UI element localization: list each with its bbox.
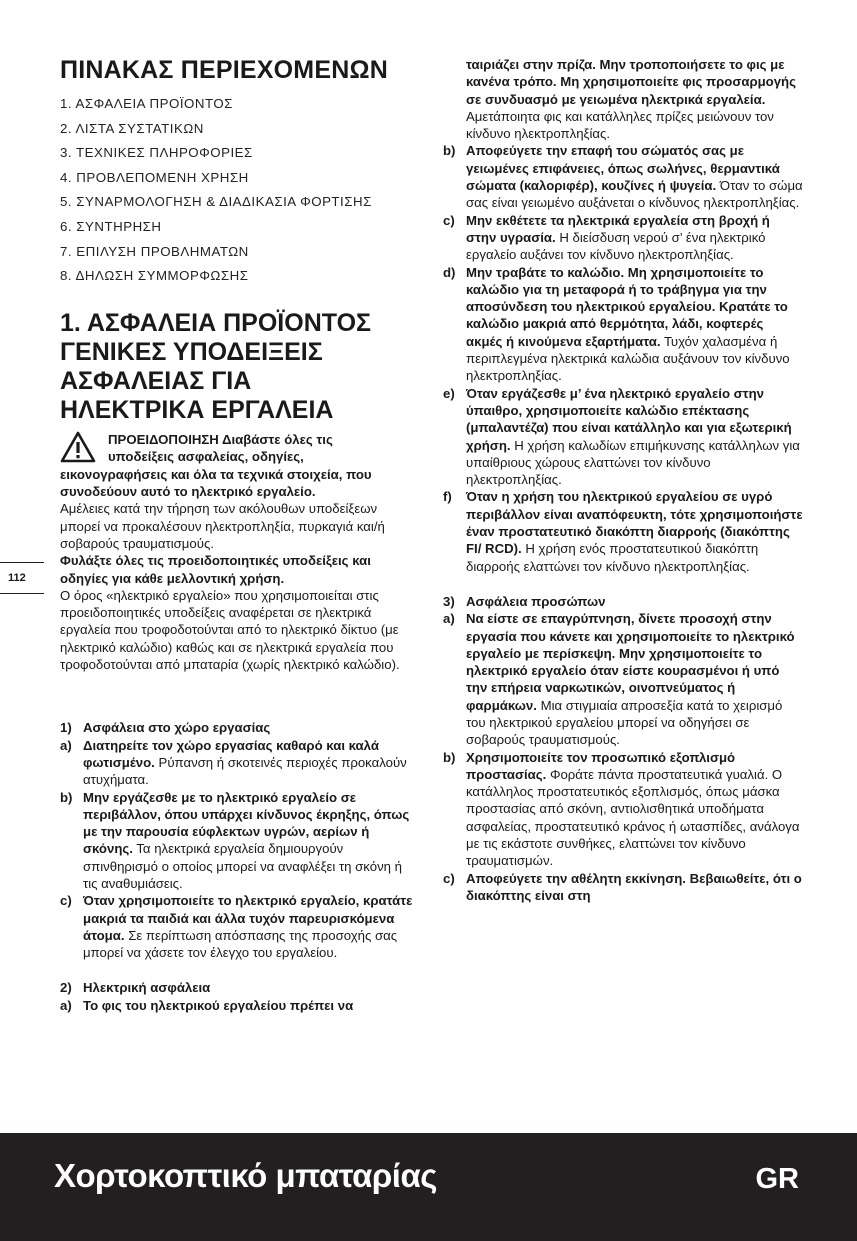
- item-bold: Αποφεύγετε την αθέλητη εκκίνηση. Βεβαιωθείτε, ότι ο διακόπτης είναι στη: [466, 870, 802, 903]
- item-mark: b): [60, 789, 73, 805]
- item-bold: Μην τραβάτε το καλώδιο. Μη χρησιμοποιείτε το καλώδιο για τη μεταφορά ή το τράβηγμα για την αποσύνδεση του ηλεκτρικού εργαλείου. Κρατάτε το καλώδιο μακριά από θερμότητα, λάδι, κοφτερές ακμές ή κινούμενα εξαρτήματα.: [466, 264, 788, 349]
- item-bold: Χρησιμοποιείτε τον προσωπικό εξοπλισμό προστασίας.: [466, 749, 736, 782]
- s2-heading: [60, 979, 415, 996]
- left-column: [60, 56, 415, 1014]
- item-mark: f): [443, 489, 452, 505]
- s2-num: 2): [60, 980, 72, 996]
- item-text: Όταν το σώμα σας είναι γειωμένο αυξάνεται ο κίνδυνος ηλεκτροπληξίας.: [466, 178, 803, 211]
- s1-heading-text: Ασφάλεια στο χώρο εργασίας: [83, 720, 271, 736]
- item-text: Ρύπανση ή σκοτεινές περιοχές προκαλούν ατυχήματα.: [83, 754, 407, 788]
- s3-heading-text: Ασφάλεια προσώπων: [466, 593, 606, 609]
- section-title-line: ΑΣΦΑΛΕΙΑΣ ΓΙΑ: [60, 367, 252, 396]
- item-mark: c): [443, 212, 455, 228]
- item-bold: Όταν εργάζεσθε μ’ ένα ηλεκτρικό εργαλείο στην ύπαιθρο, χρησιμοποιείτε καλώδιο επέκτασης (μπαλαντέζα) που είναι κατάλληλο και για εξωτερική χρήση.: [466, 385, 792, 453]
- item-mark: a): [443, 611, 455, 627]
- item-bold: Όταν χρησιμοποιείτε το ηλεκτρικό εργαλείο, κρατάτε μακριά τα παιδιά και άλλα τυχόν παρευρισκόμενα άτομα.: [83, 893, 413, 943]
- product-title: Χορτοκοπτικό μπαταρίας: [54, 1157, 437, 1194]
- list-item: [443, 385, 803, 489]
- toc-item[interactable]: 2. ΛΙΣΤΑ ΣΥΣΤΑΤΙΚΩΝ: [60, 120, 204, 136]
- item-text: Σε περίπτωση απόσπασης της προσοχής σας μπορεί να χάσετε τον έλεγχο του εργαλείου.: [83, 927, 398, 961]
- section-title-line: ΗΛΕΚΤΡΙΚΑ ΕΡΓΑΛΕΙΑ: [60, 396, 334, 425]
- language-code: GR: [755, 1163, 799, 1195]
- toc-list: [60, 95, 415, 285]
- toc-item[interactable]: 1. ΑΣΦΑΛΕΙΑ ΠΡΟΪΟΝΤΟΣ: [60, 96, 233, 111]
- list-item: [443, 264, 803, 385]
- item-mark: d): [443, 264, 456, 280]
- section-title-line: ΓΕΝΙΚΕΣ ΥΠΟΔΕΙΞΕΙΣ: [60, 338, 323, 367]
- list-item: [443, 142, 803, 211]
- warning-heading-cont: υποδείξεις ασφαλείας, οδηγίες,: [108, 449, 304, 465]
- warning-term-text: Ο όρος «ηλεκτρικό εργαλείο» που χρησιμοποιείται στις προειδοποιητικές υποδείξεις αναφέρεται σε ηλεκτρικά εργαλεία που τροφοδοτούνται από το ηλεκτρικό δίκτυο (με ηλεκτρικό καλώδιο) καθώς και σε ηλεκτρικά εργαλεία που τροφοδοτούνται από μπαταρία (χωρίς ηλεκτρικό καλώδιο).: [60, 587, 400, 673]
- s1-heading: [60, 719, 415, 736]
- toc-item[interactable]: 4. ΠΡΟΒΛΕΠΟΜΕΝΗ ΧΡΗΣΗ: [60, 169, 249, 185]
- s3-heading: [443, 593, 803, 610]
- section-title-line: 1. ΑΣΦΑΛΕΙΑ ΠΡΟΪΟΝΤΟΣ: [60, 309, 372, 338]
- item-text: Η χρήση ενός προστατευτικού διακόπτη διαρροής ελαττώνει τον κίνδυνο ηλεκτροπληξίας.: [466, 541, 759, 574]
- warning-block: [60, 431, 415, 673]
- item-bold: Διατηρείτε τον χώρο εργασίας καθαρό και καλά φωτισμένο.: [83, 737, 379, 770]
- toc-item[interactable]: 3. ΤΕΧΝΙΚΕΣ ΠΛΗΡΟΦΟΡΙΕΣ: [60, 145, 253, 161]
- footer-bar: [0, 1133, 857, 1241]
- list-item: [60, 789, 415, 893]
- right-column: [443, 56, 803, 904]
- item-bold: Το φις του ηλεκτρικού εργαλείου πρέπει να: [83, 997, 354, 1013]
- item-text: Αμετάποιητα φις και κατάλληλες πρίζες μειώνουν τον κίνδυνο ηλεκτροπληξίας.: [466, 108, 774, 142]
- s1-num: 1): [60, 720, 72, 736]
- list-item: [443, 212, 803, 264]
- item-text: Μια στιγμιαία απροσεξία κατά το χειρισμό του ηλεκτρικού εργαλείου μπορεί να οδηγήσει σε σοβαρούς τραυματισμούς.: [466, 697, 783, 748]
- item-mark: a): [60, 737, 72, 753]
- section-title: [60, 309, 415, 425]
- toc-title: ΠΙΝΑΚΑΣ ΠΕΡΙΕΧΟΜΕΝΩΝ: [60, 56, 388, 84]
- list-item-continued: [443, 56, 803, 142]
- item-text: Τυχόν χαλασμένα ή περιπλεγμένα ηλεκτρικά καλώδια αυξάνουν τον κίνδυνο ηλεκτροπληξίας.: [466, 333, 790, 384]
- warning-keep-text: Φυλάξτε όλες τις προειδοποιητικές υποδείξεις και οδηγίες για κάθε μελλοντική χρήση.: [60, 553, 371, 586]
- list-item: [60, 892, 415, 961]
- item-text: Τα ηλεκτρικά εργαλεία δημιουργούν σπινθηρισμό ο οποίος μπορεί να αναφλέξει τη σκόνη ή τις αναθυμιάσεις.: [83, 841, 403, 891]
- warning-heading: ΠΡΟΕΙΔΟΠΟΙΗΣΗ Διαβάστε όλες τις: [108, 432, 333, 448]
- item-bold: ταιριάζει στην πρίζα. Μην τροποποιήσετε το φις με κανένα τρόπο. Μη χρησιμοποιείτε φις προσαρμογής σε συνδυασμό με γειωμένα ηλεκτρικά εργαλεία.: [466, 57, 796, 107]
- list-item: [443, 870, 803, 905]
- list-item: [60, 737, 415, 789]
- warning-icon: [60, 431, 96, 463]
- item-bold: Αποφεύγετε την επαφή του σώματός σας με γειωμένες επιφάνειες, όπως σωλήνες, θερμαντικά σώματα (καλοριφέρ), κουζίνες ή ψυγεία.: [466, 143, 780, 194]
- item-text: Η διείσδυση νερού σ’ ένα ηλεκτρικό εργαλείο αυξάνει τον κίνδυνο ηλεκτροπληξίας.: [466, 229, 766, 263]
- list-item: [443, 610, 803, 748]
- list-item: [443, 488, 803, 574]
- list-item: [443, 749, 803, 870]
- item-mark: b): [443, 749, 456, 765]
- s2-heading-text: Ηλεκτρική ασφάλεια: [83, 980, 211, 996]
- warning-bold-text: εικονογραφήσεις και όλα τα τεχνικά στοιχεία, που συνοδεύουν αυτό το ηλεκτρικό εργαλείο.: [60, 466, 372, 500]
- item-bold: Μην εκθέτετε τα ηλεκτρικά εργαλεία στη βροχή ή στην υγρασία.: [466, 212, 770, 245]
- toc-item[interactable]: 5. ΣΥΝΑΡΜΟΛΟΓΗΣΗ & ΔΙΑΔΙΚΑΣΙΑ ΦΟΡΤΙΣΗΣ: [60, 194, 372, 210]
- page-number: 112: [0, 562, 44, 594]
- item-bold: Όταν η χρήση του ηλεκτρικού εργαλείου σε υγρό περιβάλλον είναι αναπόφευκτη, τότε χρησιμοποιήστε έναν προστατευτικό διακόπτη διαρροής (διακόπτης FI/ RCD).: [466, 489, 803, 557]
- item-bold: Να είστε σε επαγρύπνηση, δίνετε προσοχή στην εργασία που κάνετε και χρησιμοποιείτε το ηλεκτρικό εργαλείο με περίσκεψη. Μην χρησιμοποιείτε το ηλεκτρικό εργαλείο όταν είστε κουρασμένοι ή υπό την επήρεια ναρκωτικών, οινοπνεύματος ή φαρμάκων.: [466, 611, 795, 713]
- item-mark: c): [443, 870, 455, 886]
- item-text: Η χρήση καλωδίων επιμήκυνσης κατάλληλων για υπαίθριους χώρους ελαττώνει τον κίνδυνο ηλεκτροπληξίας.: [466, 437, 800, 488]
- item-mark: a): [60, 997, 72, 1013]
- toc-item[interactable]: 7. ΕΠΙΛΥΣΗ ΠΡΟΒΛΗΜΑΤΩΝ: [60, 243, 249, 259]
- item-mark: b): [443, 143, 456, 159]
- list-item: [60, 997, 415, 1014]
- item-mark: c): [60, 893, 72, 909]
- toc-item[interactable]: 6. ΣΥΝΤΗΡΗΣΗ: [60, 218, 162, 234]
- item-mark: e): [443, 385, 455, 401]
- item-bold: Μην εργάζεσθε με το ηλεκτρικό εργαλείο σε περιβάλλον, όπου υπάρχει κίνδυνος έκρηξης, όπως με την παρουσία εύφλεκτων υγρών, αερίων ή σκόνης.: [83, 789, 410, 857]
- toc-item[interactable]: 8. ΔΗΛΩΣΗ ΣΥΜΜΟΡΦΩΣΗΣ: [60, 268, 249, 284]
- item-text: Φοράτε πάντα προστατευτικά γυαλιά. Ο κατάλληλος προστατευτικός εξοπλισμός, όπως μάσκα προστασίας από σκόνη, αντιολισθητικά υποδήματα ασφαλείας, προστατευτικό κράνος ή ωτασπίδες, ανάλογα με τις εκάστοτε συνθήκες, ελαττώνει τον κίνδυνο τραυματισμών.: [466, 766, 800, 869]
- s3-num: 3): [443, 593, 455, 609]
- warning-text: Αμέλειες κατά την τήρηση των ακόλουθων υποδείξεων μπορεί να προκαλέσουν ηλεκτροπληξία, πυρκαγιά και/ή σοβαρούς τραυματισμούς.: [60, 501, 385, 551]
